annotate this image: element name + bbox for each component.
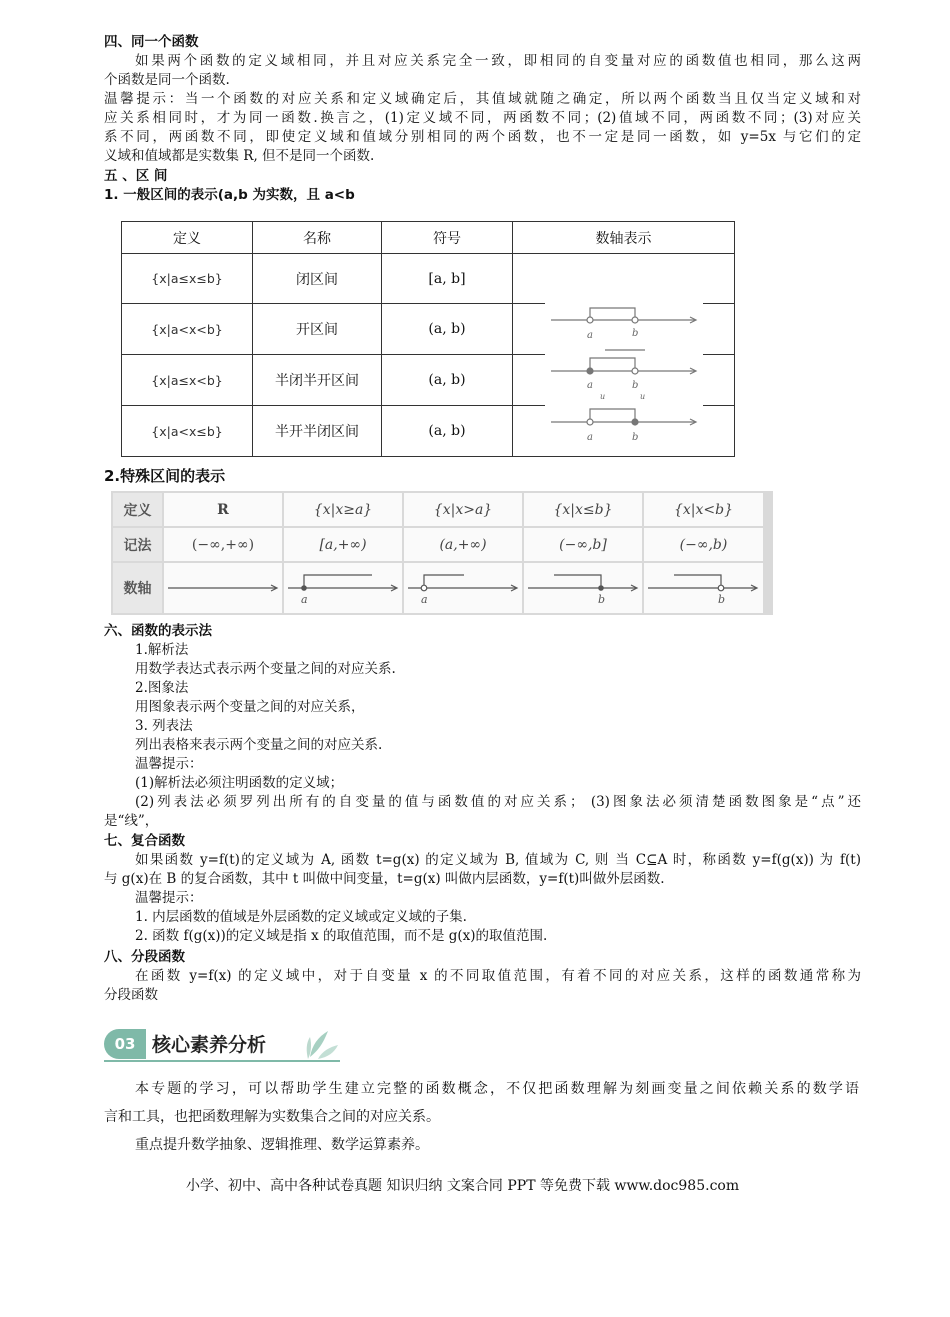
definition-cell: R [164, 493, 282, 526]
paragraph-line: 1.解析法 [135, 642, 189, 658]
paragraph-line: 如果函数 y=f(t)的定义域为 A, 函数 t=g(x) 的定义域为 B, 值域为 C, 则 当 C⊆A 时，称函数 y=f(g(x)) 为 f(t) [135, 852, 861, 868]
definition-cell: {x|a<x<b} [122, 304, 253, 355]
paragraph-line: 用图象表示两个变量之间的对应关系， [135, 699, 365, 715]
axis-cell [644, 563, 763, 613]
paragraph-line: 3. 列表法 [135, 718, 193, 734]
axis-cell [524, 563, 642, 613]
paragraph-line: 用数学表达式表示两个变量之间的对应关系. [135, 661, 396, 677]
axis-label-u: u [640, 392, 646, 401]
paragraph-line: (1)解析法必须注明函数的定义域； [135, 775, 344, 791]
axis-label-a: a [421, 593, 428, 606]
number-line-all-reals [164, 563, 282, 609]
definition-cell: {x|x≥a} [284, 493, 402, 526]
axis-label-a: a [587, 380, 593, 391]
paragraph-line: 分段函数 [104, 987, 158, 1003]
paragraph-line: 1. 内层函数的值域是外层函数的定义域或定义域的子集. [135, 909, 467, 925]
analysis-paragraph: 重点提升数学抽象、逻辑推理、数学运算素养。 [135, 1137, 429, 1153]
symbol-cell: (a, b) [382, 355, 513, 406]
paragraph-line: 与 g(x)在 B 的复合函数，其中 t 叫做中间变量，t=g(x) 叫做内层函数，y=f(t)叫做外层函数. [104, 871, 665, 887]
table-header: 定义 [122, 222, 253, 254]
paragraph-line: 温馨提示： [135, 890, 203, 906]
name-cell: 闭区间 [253, 254, 382, 304]
name-cell: 半开半闭区间 [253, 406, 382, 457]
axis-label-a: a [587, 330, 593, 341]
axis-cell [404, 563, 522, 613]
subheading-special-interval: 2.特殊区间的表示 [104, 467, 226, 485]
number-line-gt-a [404, 563, 522, 609]
row-label: 记法 [113, 528, 162, 561]
analysis-paragraph: 本专题的学习，可以帮助学生建立完整的函数概念，不仅把函数理解为刻画变量之间依赖关系的数学语 [135, 1081, 859, 1097]
section-heading-6: 六、函数的表示法 [104, 623, 212, 639]
definition-cell: {x|x>a} [404, 493, 522, 526]
table-header: 数轴表示 [513, 222, 735, 254]
analysis-paragraph: 言和工具，也把函数理解为实数集合之间的对应关系。 [104, 1109, 440, 1125]
symbol-cell: (a, b) [382, 304, 513, 355]
name-cell: 开区间 [253, 304, 382, 355]
section-heading-4: 四、同一个函数 [104, 34, 199, 50]
number-line-lt-b [644, 563, 763, 609]
definition-cell: {x|x≤b} [524, 493, 642, 526]
number-line-le-b [524, 563, 642, 609]
name-cell: 半闭半开区间 [253, 355, 382, 406]
special-interval-table [111, 491, 773, 615]
paragraph-line: 在函数 y=f(x) 的定义域中，对于自变量 x 的不同取值范围，有着不同的对应关系，这样的函数通常称为 [135, 968, 861, 984]
row-label: 定义 [113, 493, 162, 526]
tip-line: 义域和值域都是实数集 R, 但不是同一个函数. [104, 148, 375, 164]
axis-cell [164, 563, 282, 613]
row-label: 数轴 [113, 563, 162, 613]
table-header: 名称 [253, 222, 382, 254]
axis-label-b: b [632, 380, 639, 391]
paragraph-line: 温馨提示： [135, 756, 203, 772]
definition-cell: {x|a<x≤b} [122, 406, 253, 457]
axis-label-b: b [598, 593, 606, 606]
notation-cell: (−∞,+∞) [164, 528, 282, 561]
section-number-badge: 03 [104, 1029, 146, 1059]
section-heading-8: 八、分段函数 [104, 949, 185, 965]
paragraph-line: 是“线”， [104, 813, 159, 829]
number-line-ge-a [284, 563, 402, 609]
definition-cell: {x|a≤x≤b} [122, 254, 253, 304]
symbol-cell: [a, b] [382, 254, 513, 304]
definition-cell: {x|a≤x<b} [122, 355, 253, 406]
section-banner-title: 核心素养分析 [152, 1034, 267, 1056]
notation-cell: (−∞,b) [644, 528, 763, 561]
axis-cell [284, 563, 402, 613]
paragraph-line: 如果两个函数的定义域相同，并且对应关系完全一致，即相同的自变量对应的函数值也相同，那么这两 [135, 53, 861, 69]
axis-label-a: a [587, 432, 593, 443]
notation-cell: [a,+∞) [284, 528, 402, 561]
axis-label-b: b [632, 328, 639, 339]
paragraph-line: 列出表格来表示两个变量之间的对应关系. [135, 737, 383, 753]
axis-label-b: b [632, 432, 639, 443]
definition-cell: {x|x<b} [644, 493, 763, 526]
axis-label-u: u [600, 392, 606, 401]
interval-number-lines [545, 292, 703, 452]
symbol-cell: (a, b) [382, 406, 513, 457]
tip-line: 温馨提示：当一个函数的对应关系和定义域确定后，其值域就随之确定，所以两个函数当且仅当定义域和对 [104, 91, 861, 107]
axis-label-a: a [301, 593, 308, 606]
notation-cell: (−∞,b] [524, 528, 642, 561]
page-footer: 小学、初中、高中各种试卷真题 知识归纳 文案合同 PPT 等免费下载 www.doc985.com [186, 1178, 740, 1194]
tip-line: 系不同，两函数不同，即使定义域和值域分别相同的两个函数，也不一定是同一函数，如 y=5x 与它们的定 [104, 129, 861, 145]
section-heading-7: 七、复合函数 [104, 833, 185, 849]
banner-underline [104, 1060, 340, 1062]
notation-cell: (a,+∞) [404, 528, 522, 561]
paragraph-line: (2)列表法必须罗列出所有的自变量的值与函数值的对应关系； (3)图象法必须清楚函数图象是“点”还 [135, 794, 861, 810]
paragraph-line: 2. 函数 f(g(x))的定义域是指 x 的取值范围，而不是 g(x)的取值范围. [135, 928, 548, 944]
section-heading-5: 五 、区 间 [104, 168, 168, 184]
axis-label-b: b [718, 593, 726, 606]
paragraph-line: 个函数是同一个函数. [104, 72, 230, 88]
section-banner [104, 1027, 344, 1063]
leaf-icon [302, 1027, 342, 1061]
paragraph-line: 2.图象法 [135, 680, 189, 696]
tip-line: 应关系相同时，才为同一函数.换言之，(1)定义域不同，两函数不同；(2)值域不同，两函数不同；(3)对应关 [104, 110, 861, 126]
subheading-general-interval: 1. 一般区间的表示(a,b 为实数，且 a<b [104, 187, 355, 203]
table-header: 符号 [382, 222, 513, 254]
